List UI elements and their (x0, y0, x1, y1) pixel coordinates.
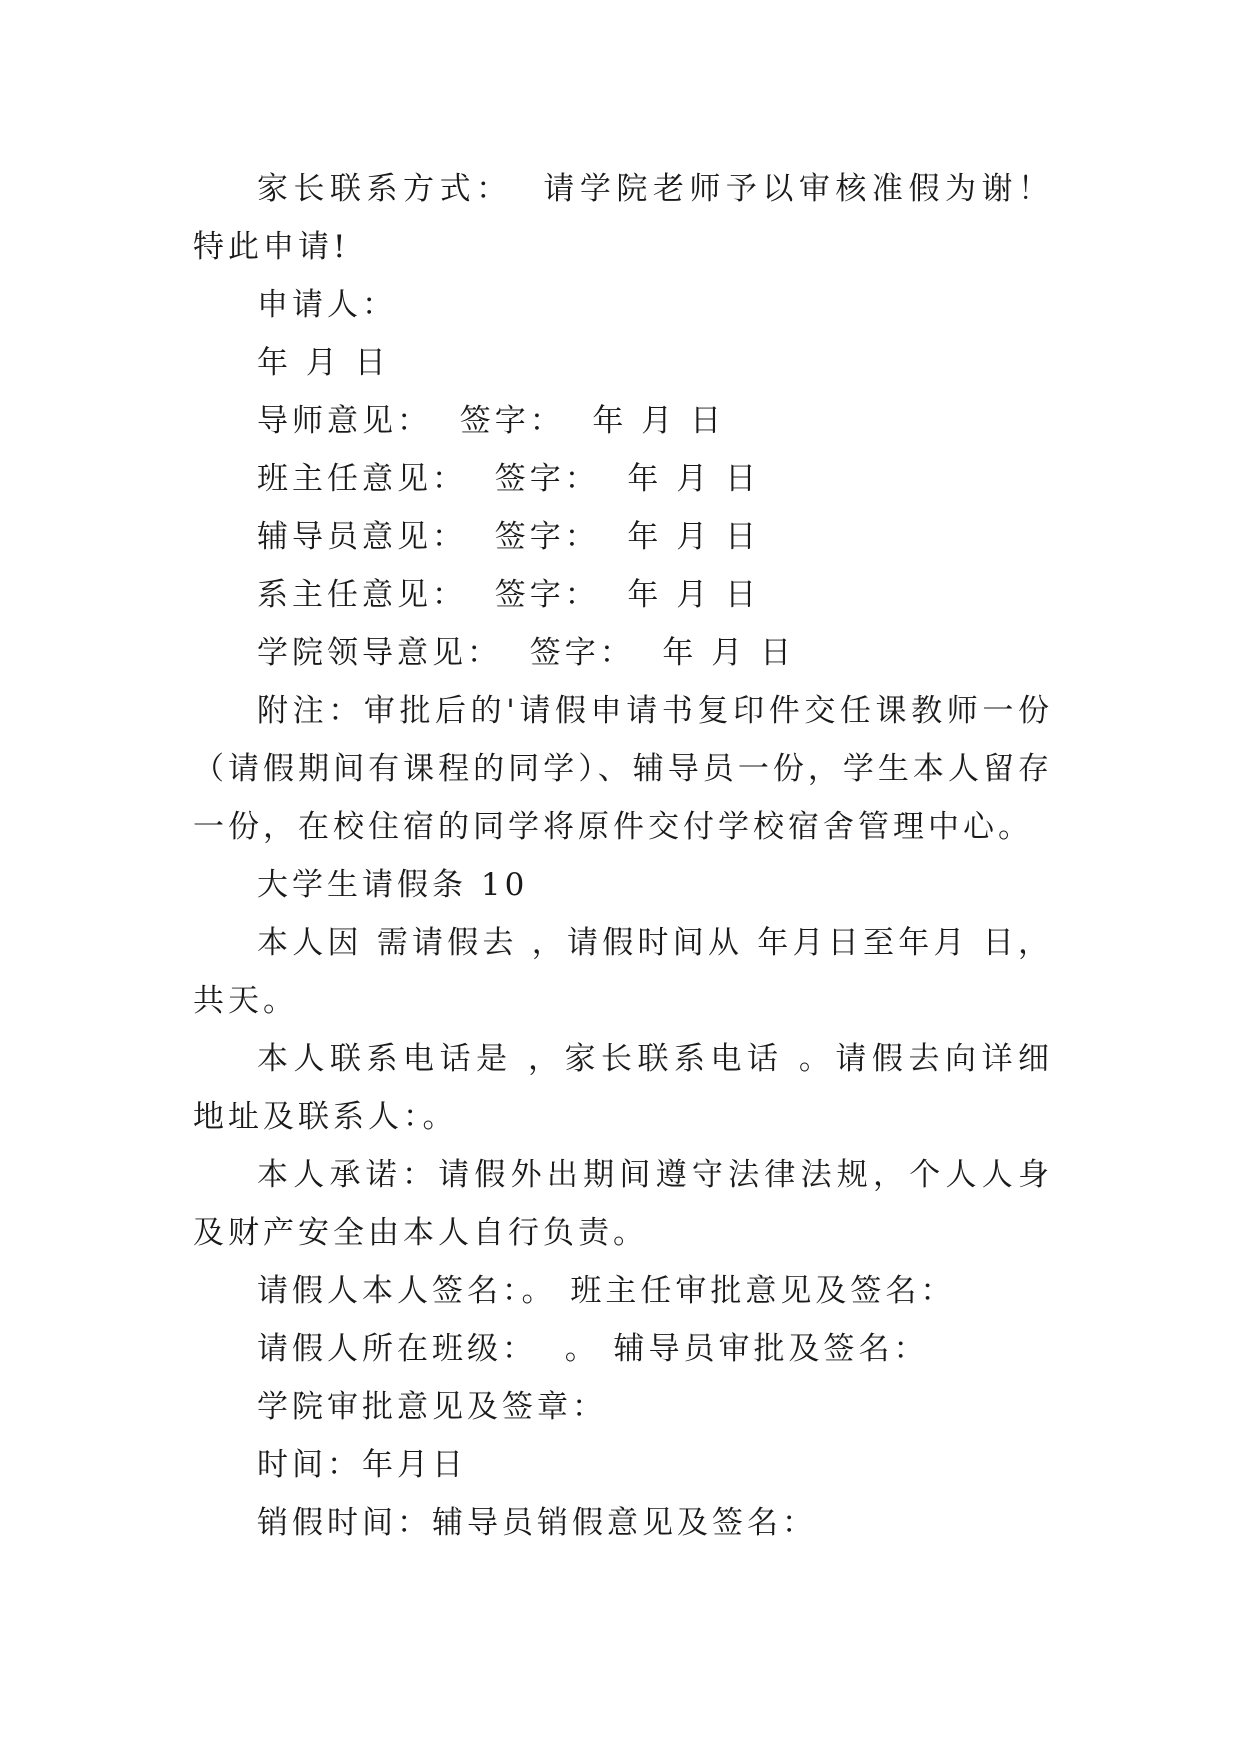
leave-reason-paragraph: 本人因 需请假去 ，请假时间从 年月日至年月 日，共天。 (193, 925, 1053, 1019)
parent-contact-paragraph: 家长联系方式： 请学院老师予以审核准假为谢！特此申请! (193, 171, 1053, 265)
leave-cancel-line: 销假时间：辅导员销假意见及签名： (257, 1505, 817, 1541)
counselor-opinion-line: 辅导员意见： 签字： 年 月 日 (257, 519, 761, 555)
supervisor-opinion-line: 导师意见： 签字： 年 月 日 (257, 403, 726, 439)
applicant-line: 申请人： (257, 287, 397, 323)
document-body (193, 160, 1053, 1552)
section-title: 大学生请假条 10 (257, 867, 529, 903)
applicant-class-line: 请假人所在班级： 。 辅导员审批及签名： (257, 1331, 929, 1367)
class-teacher-opinion-line: 班主任意见： 签字： 年 月 日 (257, 461, 761, 497)
contact-info-paragraph: 本人联系电话是 ，家长联系电话 。请假去向详细地址及联系人：。 (193, 1041, 1053, 1135)
department-head-opinion-line: 系主任意见： 签字： 年 月 日 (257, 577, 761, 613)
time-line: 时间：年月日 (257, 1447, 467, 1483)
note-paragraph: 附注：审批后的'请假申请书复印件交任课教师一份（请假期间有课程的同学）、辅导员一份，学生本人留存一份，在校住宿的同学将原件交付学校宿舍管理中心。 (193, 693, 1053, 845)
college-leader-opinion-line: 学院领导意见： 签字： 年 月 日 (257, 635, 796, 671)
applicant-signature-line: 请假人本人签名：。 班主任审批意见及签名： (257, 1273, 956, 1309)
college-approval-line: 学院审批意见及签章： (257, 1389, 607, 1425)
commitment-paragraph: 本人承诺：请假外出期间遵守法律法规，个人人身及财产安全由本人自行负责。 (193, 1157, 1053, 1251)
applicant-date-line: 年 月 日 (257, 345, 390, 381)
